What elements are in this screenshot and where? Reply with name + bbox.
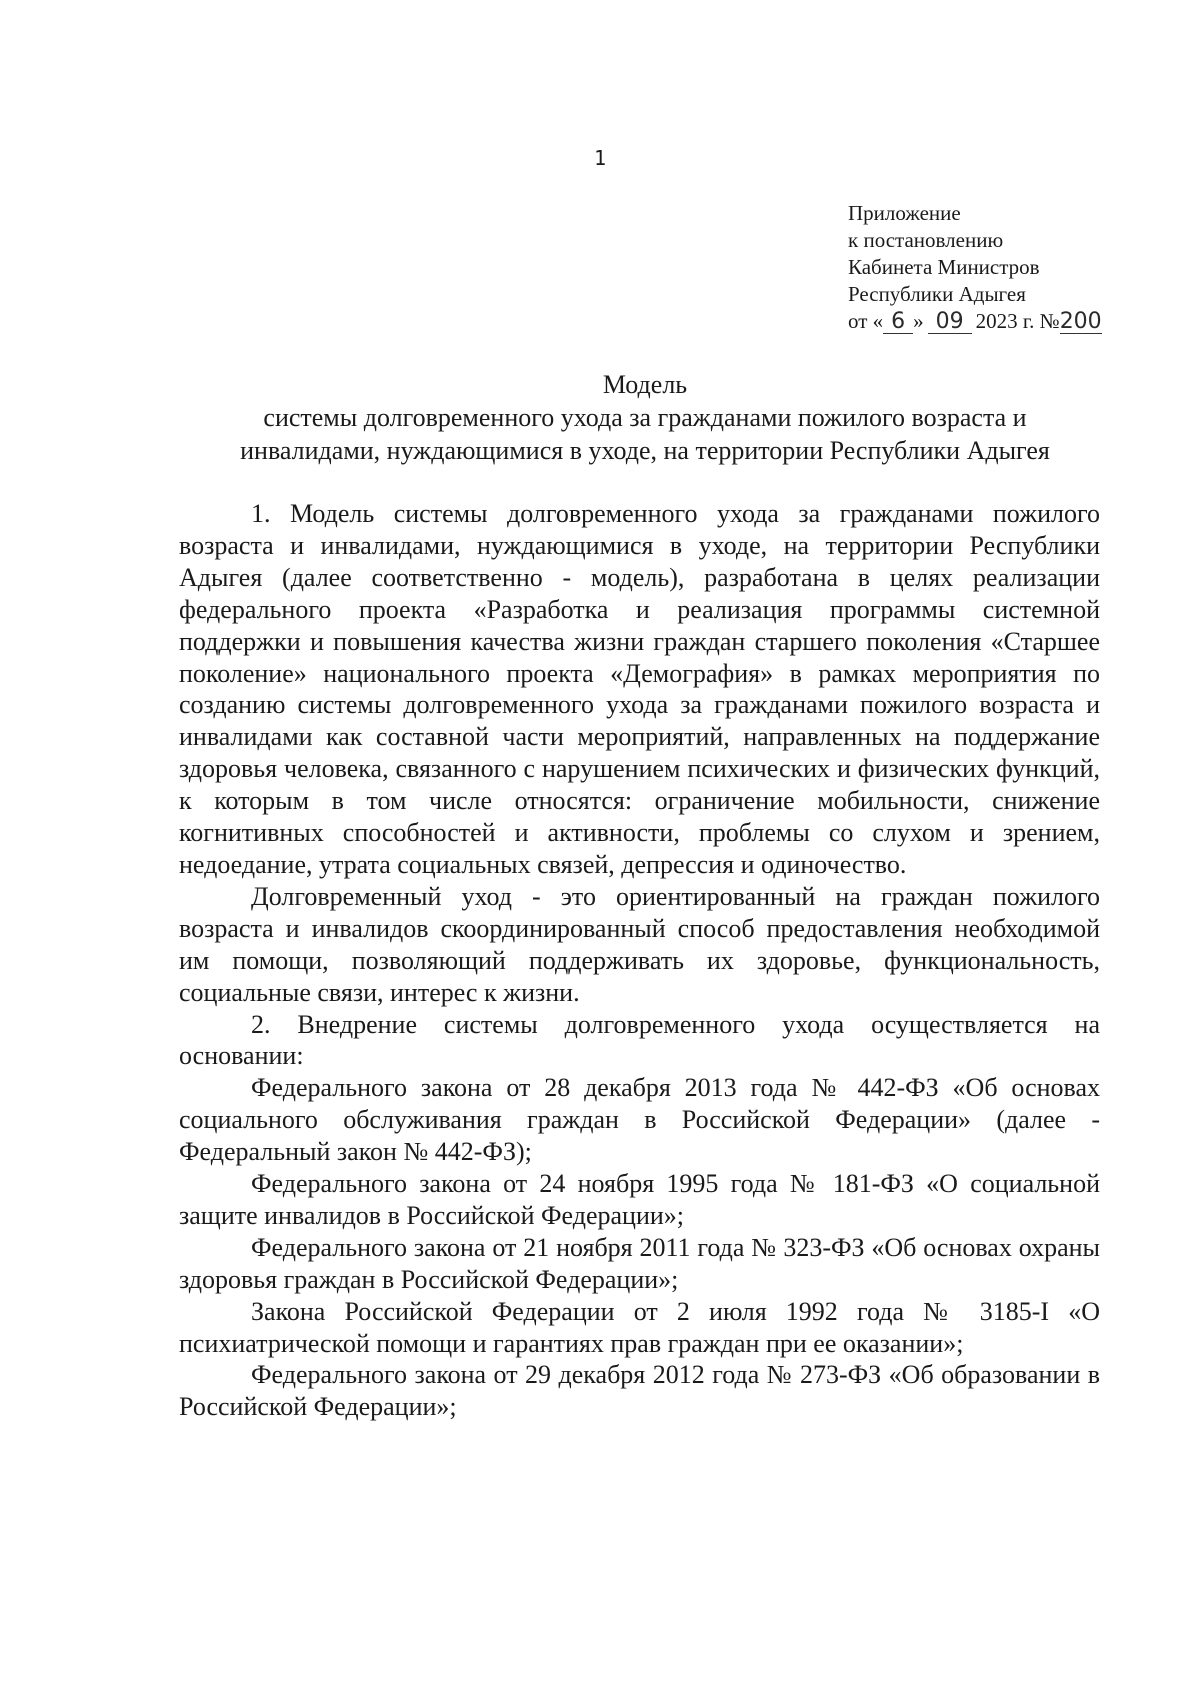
title-line: инвалидами, нуждающимися в уходе, на территории Республики Адыгея <box>240 436 1050 465</box>
paragraph: Федерального закона от 29 декабря 2012 года № 273-ФЗ «Об образовании в Российской Федерации»; <box>179 1360 1100 1422</box>
appendix-header <box>848 200 1102 335</box>
page-number: 1 <box>593 146 607 170</box>
paragraph: 1. Модель системы долговременного ухода за гражданами пожилого возраста и инвалидами, нуждающимися в уходе, на территории Республики Адыгея (далее соответственно - модель), разработана в целях реализации федерального проекта «Разработка и реализация программы системной поддержки и повышения качества жизни граждан старшего поколения «Старшее поколение» национального проекта «Демография» в рамках мероприятия по созданию системы долговременного ухода за гражданами пожилого возраста и инвалидами как составной части мероприятий, направленных на поддержание здоровья человека, связанного с нарушением психических и физических функций, к которым в том числе относятся: ограничение мобильности, снижение когнитивных способностей и активности, проблемы со слухом и зрением, недоедание, утрата социальных связей, депрессия и одиночество. <box>179 499 1100 879</box>
paragraph: Закона Российской Федерации от 2 июля 1992 года № 3185-I «О психиатрической помощи и гарантиях прав граждан при ее оказании»; <box>179 1296 1100 1358</box>
title-line: Модель <box>602 370 688 399</box>
paragraph: 2. Внедрение системы долговременного ухода осуществляется на основании: <box>179 1009 1100 1071</box>
paragraph: Федерального закона от 21 ноября 2011 года № 323-ФЗ «Об основах охраны здоровья граждан в Российской Федерации»; <box>179 1232 1100 1294</box>
date-prefix: от « <box>848 309 884 333</box>
paragraph: Долговременный уход - это ориентированный на граждан пожилого возраста и инвалидов скоординированный способ предоставления необходимой им помощи, позволяющий поддерживать их здоровье, функциональность, социальные связи, интерес к жизни. <box>179 881 1100 1007</box>
document-body <box>179 498 1100 1423</box>
date-year: 2023 г. № <box>975 309 1060 333</box>
appendix-line: Кабинета Министров <box>848 255 1040 279</box>
date-close: » <box>913 309 924 333</box>
document-title <box>150 368 1140 467</box>
handwritten-day: 6 <box>883 311 913 334</box>
appendix-line: Республики Адыгея <box>848 282 1026 306</box>
handwritten-doc-number: 200 <box>1059 309 1102 334</box>
paragraph: Федерального закона от 24 ноября 1995 года № 181-ФЗ «О социальной защите инвалидов в Российской Федерации»; <box>179 1169 1100 1230</box>
title-line: системы долговременного ухода за гражданами пожилого возраста и <box>263 403 1027 432</box>
appendix-date-line <box>848 308 1102 335</box>
paragraph: Федерального закона от 28 декабря 2013 года № 442-ФЗ «Об основах социального обслуживания граждан в Российской Федерации» (далее - Федеральный закон № 442-ФЗ); <box>179 1073 1100 1167</box>
appendix-line: Приложение <box>848 201 961 225</box>
handwritten-month: 09 <box>928 311 972 334</box>
appendix-line: к постановлению <box>848 228 1004 252</box>
